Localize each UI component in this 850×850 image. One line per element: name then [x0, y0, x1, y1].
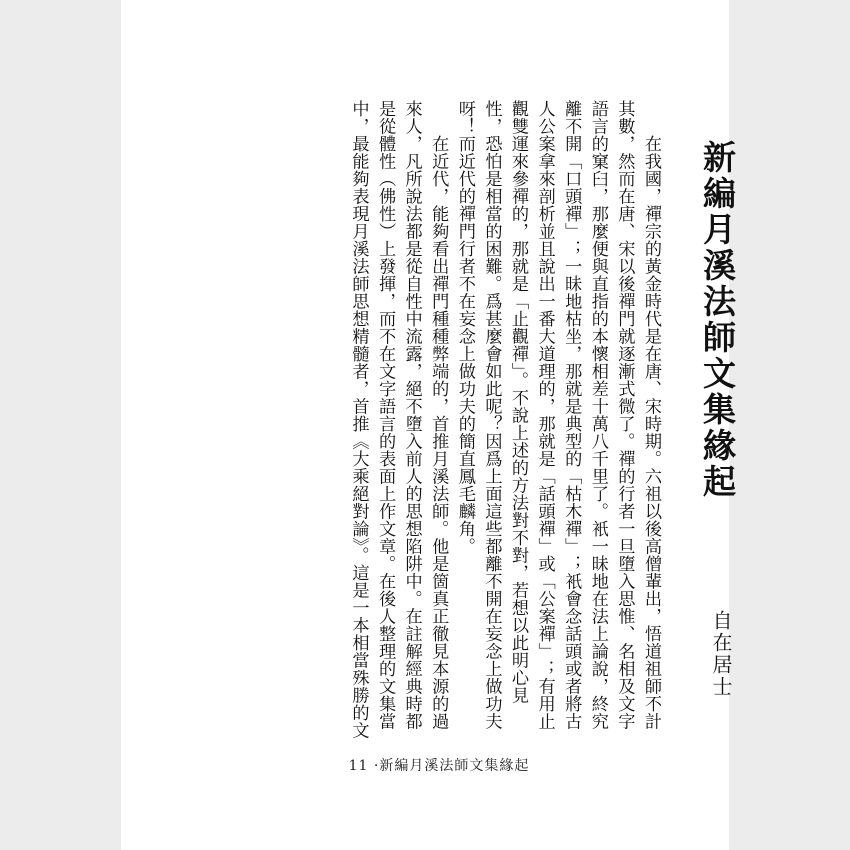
text-line: 觀雙運來參禪的，那就是「止觀禪」。不說上述的方法對不對，若想以此明心見	[508, 100, 529, 704]
text-line: 呀！而近代的禪門行者不在妄念上做功夫的簡直鳳毛麟角。	[454, 100, 475, 555]
text-line: 是從體性（佛性）上發揮，而不在文字語言的表面上作文章。在後人整理的文集當	[375, 100, 396, 730]
text-line: 來人，凡所說法都是從自性中流露，絕不墮入前人的思想陷阱中。在註解經典時都	[401, 100, 422, 730]
text-line: 離不開「口頭禪」；一昧地枯坐，那就是典型的「枯木禪」；衹會念話頭或者將古	[561, 100, 582, 730]
book-page	[121, 0, 737, 850]
text-line: 在我國，禪宗的黃金時代是在唐、宋時期。六祖以後高僧輩出，悟道祖師不計	[641, 100, 661, 730]
text-line: 中，最能夠表現月溪法師思想精髓者，首推《大乘絕對論》。這是一本相當殊勝的文	[348, 100, 369, 739]
text-line: 人公案拿來剖析並且說出一番大道理的，那就是「話頭禪」或「公案禪」；有用止	[534, 100, 555, 730]
text-line: 性，恐怕是相當的困難。爲甚麼會如此呢？因爲上面這些都離不開在妄念上做功夫	[481, 100, 502, 730]
text-line: 其數，然而在唐、宋以後禪門就逐漸式微了。禪的行者一旦墮入思惟、名相及文字	[614, 100, 635, 730]
author-name: 自在居士	[709, 610, 733, 698]
text-line: 在近代，能夠看出禪門種種弊端的，首推月溪法師。他是箇真正徹見本源的過	[428, 100, 449, 730]
body-text	[345, 100, 664, 739]
chapter-title: 新編月溪法師文集緣起	[698, 140, 737, 500]
page-footer: 11 ·新編月溪法師文集緣起	[348, 758, 530, 774]
text-line: 語言的窠臼，那麼便與直指的本懷相差十萬八千里了。衹一昧地在法上論說，終究	[587, 100, 608, 730]
